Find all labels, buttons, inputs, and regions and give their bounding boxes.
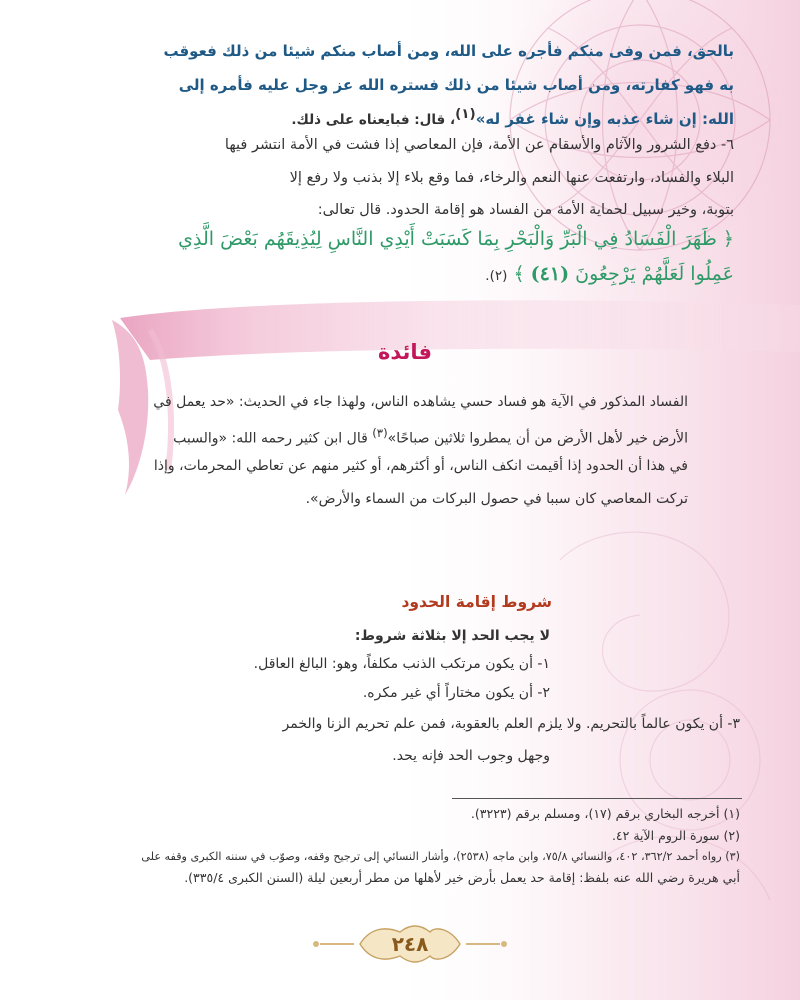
faida-line-2 bbox=[173, 426, 688, 447]
point6-line-2: البلاء والفساد، وارتفعت عنها النعم والرخاء، فما وقع بلاء إلا بذنب ولا رفع إلا bbox=[289, 170, 734, 186]
hadith-line-3-text: الله: إن شاء عذبه وإن شاء غفر له» bbox=[475, 110, 734, 128]
verse-line-2 bbox=[485, 263, 734, 285]
faida-line-4: تركت المعاصي كان سببا في حصول البركات من السماء والأرض». bbox=[305, 491, 688, 507]
hadith-line-2: به فهو كفارته، ومن أصاب شيئا من ذلك فستره الله عز وجل عليه فأمره إلى bbox=[178, 76, 734, 94]
hadith-line-3 bbox=[291, 106, 734, 128]
verse-close-bracket: ﴾ bbox=[513, 263, 525, 285]
faida-line-3: في هذا أن الحدود إذا أقيمت انكف الناس، أو أكثرهم، أو كثير منهم عن تعاطي المحرمات، وإذا bbox=[153, 458, 688, 474]
verse-line-1: ﴿ ظَهَرَ الْفَسَادُ فِي الْبَرِّ وَالْبَحْرِ بِمَا كَسَبَتْ أَيْدِي النَّاسِ لِيُذِيقَهُم بَعْضَ الَّذِي bbox=[178, 228, 734, 250]
point6-line-1: ٦- دفع الشرور والآثام والأسقام عن الأمة، فإن المعاصي إذا فشت في الأمة انتشر فيها bbox=[224, 137, 734, 153]
verse-number: (٤١) bbox=[530, 263, 570, 285]
footnote-separator bbox=[452, 798, 742, 799]
footnote-ref-3[interactable]: (٣) bbox=[372, 426, 388, 440]
faida-line-2-text: الأرض خير لأهل الأرض من أن يمطروا ثلاثين صباحًا» bbox=[387, 430, 688, 447]
page-number-badge bbox=[360, 924, 460, 964]
footnote-1: (١) أخرجه البخاري برقم (١٧)، ومسلم برقم (٣٢٢٣). bbox=[470, 806, 740, 821]
footnote-ref-1[interactable]: (١) bbox=[455, 106, 476, 122]
condition-item-2: ٢- أن يكون مختاراً أي غير مكره. bbox=[362, 685, 550, 701]
hadith-line-3-tail: ، قال: فبايعناه على ذلك. bbox=[291, 112, 456, 128]
faida-line-2-tail: قال ابن كثير رحمه الله: «والسبب bbox=[173, 430, 373, 447]
footnote-3-line-1: (٣) رواه أحمد ٣٦٢/٢، ٤٠٢، والنسائي ٧٥/٨، وابن ماجه (٢٥٣٨)، وأشار النسائي إلى ترجيح وقفه، وصوّب في سننه الكبرى وقفه على bbox=[141, 850, 740, 863]
conditions-intro: لا يجب الحد إلا بثلاثة شروط: bbox=[354, 628, 550, 644]
condition-item-3-cont: وجهل وجوب الحد فإنه يحد. bbox=[392, 748, 550, 764]
footnote-3-line-2: أبي هريرة رضي الله عنه بلفظ: إقامة حد يعمل بأرض خير لأهلها من مطر أربعين ليلة (السنن الكبرى ٣٣٥/٤). bbox=[184, 870, 740, 885]
footnote-ref-2[interactable]: (٢). bbox=[485, 268, 508, 284]
conditions-title: شروط إقامة الحدود bbox=[401, 593, 552, 611]
hadith-line-1: بالحق، فمن وفى منكم فأجره على الله، ومن أصاب منكم شيئا من ذلك فعوقب bbox=[163, 42, 734, 60]
condition-item-1: ١- أن يكون مرتكب الذنب مكلفاً، وهو: البالغ العاقل. bbox=[253, 656, 550, 672]
condition-item-3: ٣- أن يكون عالماً بالتحريم. ولا يلزم العلم بالعقوبة، فمن علم تحريم الزنا والخمر bbox=[282, 716, 740, 732]
verse-line-2-text: عَمِلُوا لَعَلَّهُمْ يَرْجِعُونَ bbox=[575, 263, 734, 285]
point6-line-3: بتوبة، وخير سبيل لحماية الأمة من الفساد هو إقامة الحدود. قال تعالى: bbox=[317, 202, 734, 218]
faida-title: فائدة bbox=[377, 340, 433, 364]
footnote-2: (٢) سورة الروم الآية ٤٢. bbox=[611, 828, 740, 843]
page-number: ٢٤٨ bbox=[391, 932, 429, 956]
faida-line-1: الفساد المذكور في الآية هو فساد حسي يشاهده الناس، ولهذا جاء في الحديث: «حد يعمل في bbox=[153, 394, 688, 410]
